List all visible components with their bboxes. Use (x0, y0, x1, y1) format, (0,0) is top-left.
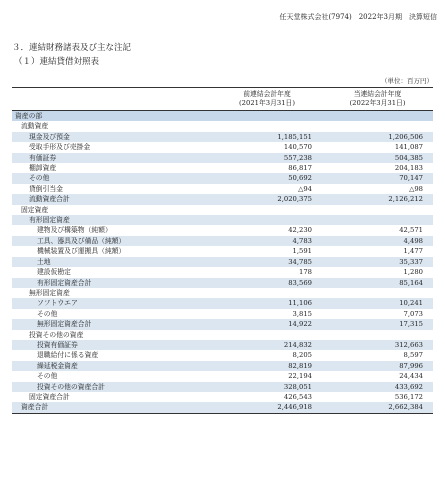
table-row (12, 298, 433, 308)
row-label: 固定資産合計 (29, 392, 70, 401)
curr-year-value: 24,434 (399, 372, 423, 381)
curr-year-value: 8,597 (403, 351, 423, 360)
prev-year-value: 178 (299, 268, 312, 277)
prev-year-value: 83,569 (212, 278, 322, 288)
table-row (12, 246, 433, 256)
curr-year-value: 504,385 (322, 153, 433, 163)
row-label: 資産の部 (12, 111, 212, 122)
table-row (12, 309, 433, 319)
prev-year-value: △94 (298, 184, 312, 193)
row-label: 投資その他の資産合計 (12, 382, 212, 392)
prev-year-value (212, 288, 322, 298)
table-row (12, 371, 433, 381)
row-label: 建物及び構築物（純額） (37, 226, 112, 235)
prev-year-value: 82,819 (212, 361, 322, 371)
curr-year-value: 2,662,384 (322, 402, 433, 413)
curr-year-title: 当連結会計年度 (353, 90, 402, 98)
curr-year-value (322, 288, 433, 298)
prev-year-value: 1,591 (292, 247, 312, 256)
table-row (12, 111, 433, 122)
table-row (12, 330, 433, 340)
subsection-title: （１）連結貸借対照表 (14, 57, 100, 67)
curr-year-value: 10,241 (322, 298, 433, 308)
row-label: 投資有価証券 (12, 340, 212, 350)
prev-year-date: (2021年3月31日) (239, 99, 295, 107)
table-body (12, 111, 433, 414)
curr-year-value: 17,315 (322, 319, 433, 329)
row-label: 無形固定資産合計 (12, 319, 212, 329)
curr-year-value: 2,126,212 (322, 194, 433, 204)
row-label: その他 (12, 173, 212, 183)
curr-year-value (322, 215, 433, 225)
table-header-row (12, 88, 433, 111)
curr-year-value: △98 (409, 184, 423, 193)
prev-year-value: 34,785 (212, 257, 322, 267)
table-row (12, 236, 433, 246)
prev-year-value: 2,446,918 (212, 402, 322, 413)
table-row (12, 278, 433, 288)
table-row (12, 392, 433, 402)
prev-year-value (212, 205, 322, 215)
prev-year-value: 140,570 (283, 143, 312, 152)
table-row (12, 382, 433, 392)
table-row (12, 350, 433, 360)
row-label: 貸倒引当金 (29, 184, 63, 193)
prev-year-value: 50,692 (212, 173, 322, 183)
table-row (12, 163, 433, 173)
row-label: 棚卸資産 (29, 164, 57, 173)
curr-year-value (322, 111, 433, 122)
curr-year-value (322, 205, 433, 215)
prev-year-value (212, 330, 322, 340)
row-label: その他 (37, 309, 58, 318)
prev-year-value: 14,922 (212, 319, 322, 329)
row-label: 無形固定資産 (29, 288, 70, 297)
company-header: 任天堂株式会社(7974) 2022年3月期 決算短信 (279, 13, 437, 21)
row-label: 固定資産 (21, 205, 49, 214)
curr-year-value: 433,692 (322, 382, 433, 392)
curr-year-value (322, 330, 433, 340)
curr-year-value: 536,172 (394, 392, 423, 401)
row-label: 流動資産合計 (12, 194, 212, 204)
row-label: 有形固定資産合計 (12, 278, 212, 288)
row-label: 流動資産 (21, 122, 49, 131)
table-row (12, 153, 433, 163)
header-prev-year (212, 88, 322, 111)
curr-year-value (322, 121, 433, 131)
prev-year-value (212, 111, 322, 122)
prev-year-value: 4,783 (212, 236, 322, 246)
row-label: 有形固定資産 (12, 215, 212, 225)
table-row (12, 402, 433, 413)
table-row (12, 132, 433, 142)
curr-year-value: 141,087 (394, 143, 423, 152)
row-label: 受取手形及び売掛金 (29, 143, 91, 152)
table-row (12, 142, 433, 152)
curr-year-value: 1,206,506 (322, 132, 433, 142)
prev-year-value (212, 215, 322, 225)
prev-year-value: 3,815 (292, 309, 312, 318)
prev-year-value: 1,185,151 (212, 132, 322, 142)
header-curr-year (322, 88, 433, 111)
table-row (12, 194, 433, 204)
curr-year-value: 1,280 (403, 268, 423, 277)
curr-year-value: 87,996 (322, 361, 433, 371)
table-row (12, 173, 433, 183)
curr-year-value: 312,663 (322, 340, 433, 350)
table-row (12, 267, 433, 277)
prev-year-title: 前連結会計年度 (243, 90, 291, 98)
row-label: 機械装置及び運搬具（純額） (37, 247, 126, 256)
prev-year-value: 328,051 (212, 382, 322, 392)
section-title: ３．連結財務諸表及び主な注記 (12, 43, 132, 53)
table-row (12, 215, 433, 225)
prev-year-value: 8,205 (292, 351, 312, 360)
prev-year-value: 214,832 (212, 340, 322, 350)
row-label: 退職給付に係る資産 (37, 351, 99, 360)
row-label: その他 (37, 372, 58, 381)
curr-year-value: 4,498 (322, 236, 433, 246)
table-row (12, 361, 433, 371)
table-row (12, 319, 433, 329)
balance-sheet-table (12, 87, 433, 414)
curr-year-value: 70,147 (322, 173, 433, 183)
row-label: 有価証券 (12, 153, 212, 163)
header-label-cell (12, 88, 212, 111)
curr-year-value: 42,571 (399, 226, 423, 235)
prev-year-value: 11,106 (212, 298, 322, 308)
prev-year-value: 426,543 (283, 392, 312, 401)
row-label: 土地 (12, 257, 212, 267)
table-row (12, 205, 433, 215)
row-label: 工具、器具及び備品（純額） (12, 236, 212, 246)
curr-year-value: 204,183 (394, 164, 423, 173)
row-label: 資産合計 (12, 402, 212, 413)
table-row (12, 121, 433, 131)
prev-year-value: 42,230 (288, 226, 312, 235)
table-row (12, 184, 433, 194)
prev-year-value (212, 121, 322, 131)
prev-year-value: 2,020,375 (212, 194, 322, 204)
curr-year-value: 7,073 (403, 309, 423, 318)
unit-label: （単位：百万円） (381, 77, 433, 85)
row-label: 建設仮勘定 (37, 268, 71, 277)
row-label: 投資その他の資産 (29, 330, 84, 339)
table-row (12, 288, 433, 298)
prev-year-value: 86,817 (288, 164, 312, 173)
curr-year-value: 35,337 (322, 257, 433, 267)
curr-year-date: (2022年3月31日) (349, 99, 406, 107)
prev-year-value: 557,238 (212, 153, 322, 163)
curr-year-value: 85,164 (322, 278, 433, 288)
table-row (12, 340, 433, 350)
prev-year-value: 22,194 (288, 372, 312, 381)
row-label: ソフトウエア (12, 298, 212, 308)
curr-year-value: 1,477 (403, 247, 423, 256)
row-label: 繰延税金資産 (12, 361, 212, 371)
row-label: 現金及び預金 (12, 132, 212, 142)
table-row (12, 225, 433, 235)
table-row (12, 257, 433, 267)
